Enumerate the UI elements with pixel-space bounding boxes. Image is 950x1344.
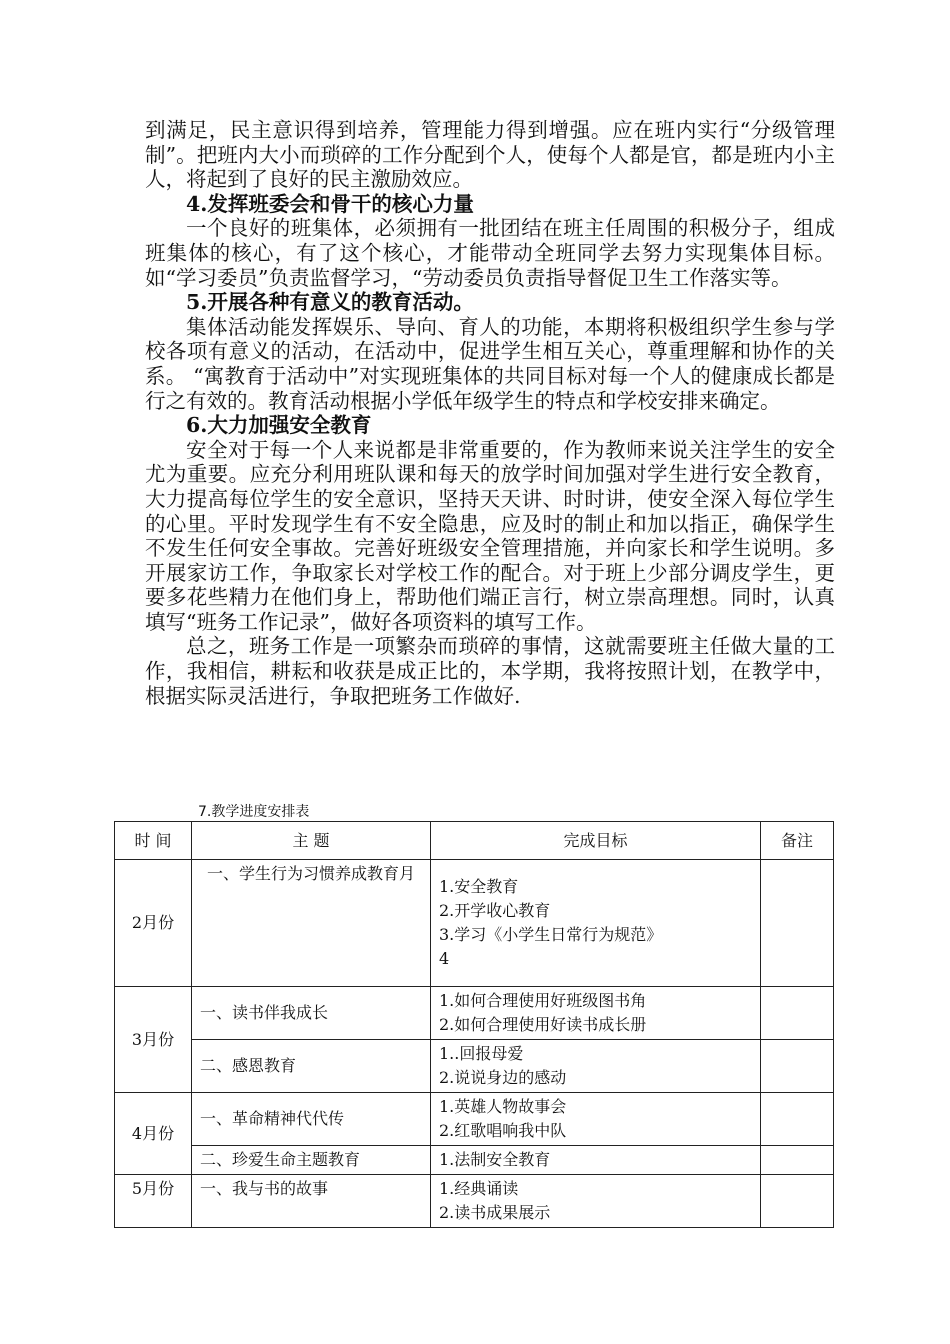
goal-item: 1.安全教育: [439, 877, 519, 896]
goal-cell: [431, 1093, 761, 1146]
paragraph: 集体活动能发挥娱乐、导向、育人的功能，本期将积极组织学生参与学校各项有意义的活动，在活动中，促进学生相互关心，尊重理解和协作的关系。 “寓教育于活动中”对实现班集体的共同目标对每一个人的健康成长都是行之有效的。教育活动根据小学低年级学生的特点和学校安排来确定。: [145, 314, 835, 413]
goal-item: 2.如何合理使用好读书成长册: [439, 1015, 647, 1034]
table-header-row: [115, 822, 834, 860]
topic-cell: 一、学生行为习惯养成教育月: [192, 860, 431, 987]
goal-item: 2.开学收心教育: [439, 901, 551, 920]
goal-item: 1..回报母爱: [439, 1044, 524, 1063]
goal-cell: [431, 1040, 761, 1093]
table-row: [115, 1146, 834, 1175]
goal-cell: [431, 1146, 761, 1175]
section-heading-4: 4.发挥班委会和骨干的核心力量: [186, 191, 474, 216]
body-text: [145, 118, 835, 708]
paragraph: 安全对于每一个人来说都是非常重要的，作为教师来说关注学生的安全尤为重要。应充分利用班队课和每天的放学时间加强对学生进行安全教育，大力提高每位学生的安全意识，坚持天天讲、时时讲，使安全深入每位学生的心里。平时发现学生有不安全隐患，应及时的制止和加以指正，确保学生不发生任何安全事故。完善好班级安全管理措施，并向家长和学生说明。多开展家访工作，争取家长对学校工作的配合。对于班上少部分调皮学生，更要多花些精力在他们身上，帮助他们端正言行，树立崇高理想。同时，认真填写“班务工作记录”，做好各项资料的填写工作。: [145, 437, 835, 634]
month-cell: 3月份: [115, 987, 192, 1093]
section-heading-5: 5.开展各种有意义的教育活动。: [186, 290, 474, 315]
note-cell: [761, 1093, 834, 1146]
goal-item: 3.学习《小学生日常行为规范》: [439, 925, 663, 944]
table-row: [115, 860, 834, 987]
table-row: [115, 1175, 834, 1228]
goal-item: 4: [439, 949, 450, 968]
table-caption: 7.教学进度安排表: [198, 804, 310, 820]
goal-item: 1.如何合理使用好班级图书角: [439, 991, 647, 1010]
month-cell: 4月份: [115, 1093, 192, 1175]
table-row: [115, 1093, 834, 1146]
header-topic: 主 题: [192, 822, 431, 860]
goal-item: 2.红歌唱响我中队: [439, 1121, 567, 1140]
goal-cell: [431, 860, 761, 987]
note-cell: [761, 1175, 834, 1228]
paragraph: 一个良好的班集体，必须拥有一批团结在班主任周围的积极分子，组成班集体的核心，有了这个核心，才能带动全班同学去努力实现集体目标。如“学习委员”负责监督学习，“劳动委员负责指导督促卫生工作落实等。: [145, 216, 835, 290]
goal-cell: [431, 1175, 761, 1228]
topic-cell: 二、感恩教育: [192, 1040, 431, 1093]
section-heading-6: 6.大力加强安全教育: [186, 413, 372, 438]
note-cell: [761, 860, 834, 987]
note-cell: [761, 1040, 834, 1093]
note-cell: [761, 1146, 834, 1175]
goal-item: 1.法制安全教育: [439, 1150, 551, 1169]
goal-item: 2.说说身边的感动: [439, 1068, 567, 1087]
goal-item: 1.英雄人物故事会: [439, 1097, 567, 1116]
goal-item: 2.读书成果展示: [439, 1203, 551, 1222]
header-time: 时 间: [115, 822, 192, 860]
month-cell: 2月份: [115, 860, 192, 987]
note-cell: [761, 987, 834, 1040]
month-cell: 5月份: [115, 1175, 192, 1228]
table-row: [115, 987, 834, 1040]
goal-item: 1.经典诵读: [439, 1179, 519, 1198]
goal-cell: [431, 987, 761, 1040]
paragraph: 到满足，民主意识得到培养，管理能力得到增强。应在班内实行“分级管理制”。把班内大小而琐碎的工作分配到个人，使每个人都是官，都是班内小主人，将起到了良好的民主激励效应。: [145, 118, 835, 192]
topic-cell: 二、珍爱生命主题教育: [192, 1146, 431, 1175]
header-goal: 完成目标: [431, 822, 761, 860]
topic-cell: 一、革命精神代代传: [192, 1093, 431, 1146]
paragraph-summary: 总之，班务工作是一项繁杂而琐碎的事情，这就需要班主任做大量的工作，我相信，耕耘和收获是成正比的，本学期，我将按照计划，在教学中，根据实际灵活进行，争取把班务工作做好.: [145, 634, 835, 708]
header-note: 备注: [761, 822, 834, 860]
topic-cell: 一、读书伴我成长: [192, 987, 431, 1040]
topic-cell: 一、我与书的故事: [192, 1175, 431, 1228]
schedule-table: [114, 821, 834, 1228]
table-row: [115, 1040, 834, 1093]
